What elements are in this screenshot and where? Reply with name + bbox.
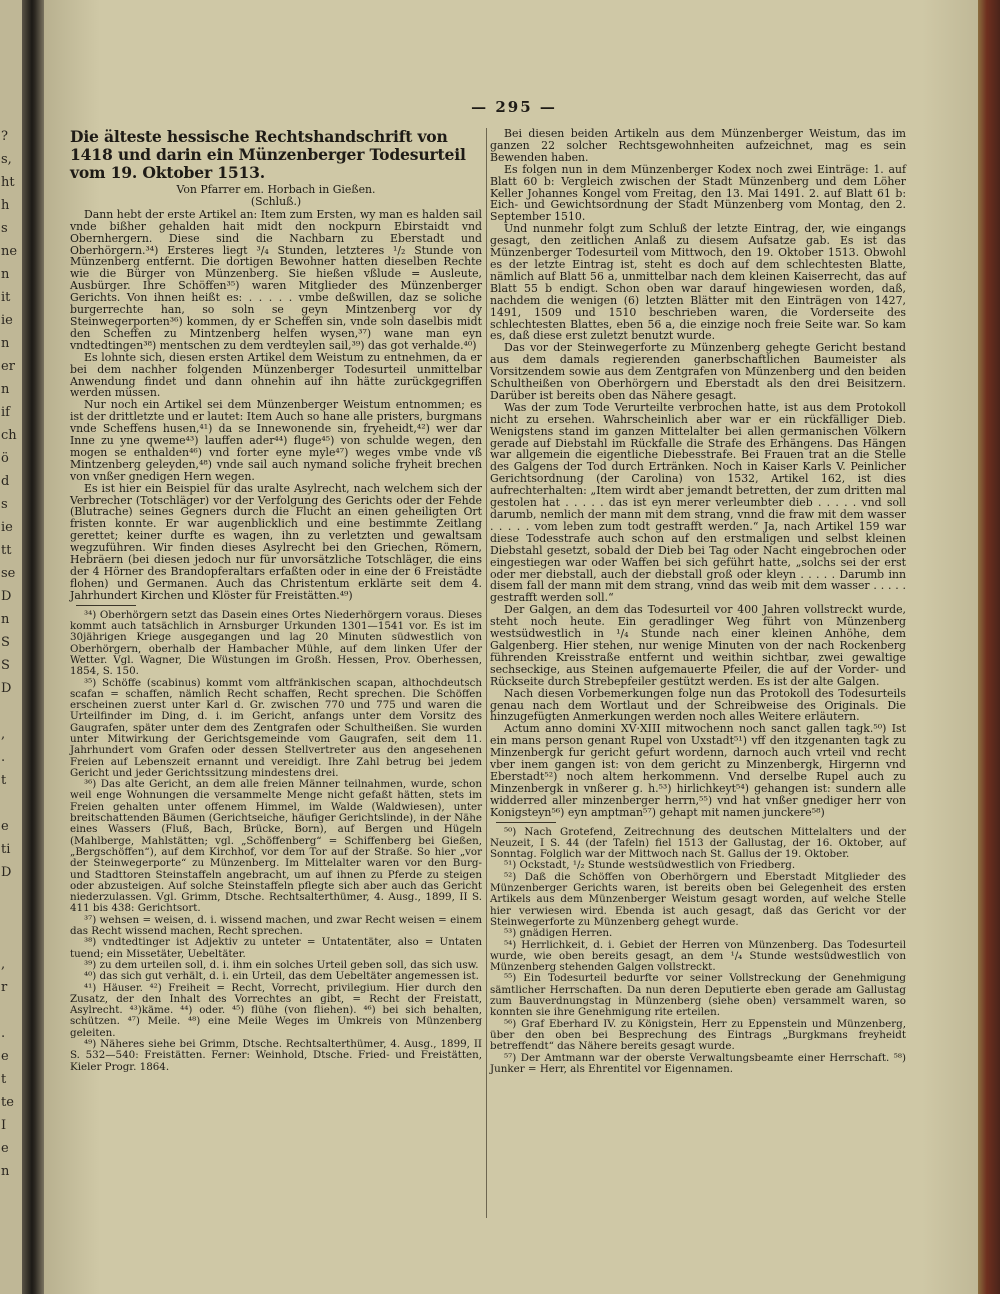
facing-page-fragment: D: [1, 681, 12, 696]
facing-page-fragment: ie: [1, 313, 13, 328]
right-column: [490, 128, 906, 1075]
facing-page-fragment: n: [1, 336, 10, 351]
paragraph: Das vor der Steinwegerforte zu Münzenberg gehegte Gericht bestand aus dem damals regierenden ganerbschaftlichen Baumeister als Vorsitzendem sowie aus dem Zentgrafen von Münzenberg und den beiden Schultheißen von Oberhörgern und Eberstadt als den drei Beisitzern. Darüber ist bereits oben das Nähere gesagt.: [490, 341, 906, 402]
paragraph: Bei diesen beiden Artikeln aus dem Münzenberger Weistum, das im ganzen 22 solcher Rechtsgewohnheiten aufzeichnet, mag es sein Bewenden haben.: [490, 127, 906, 164]
footnote-rule: [496, 822, 556, 823]
facing-page-fragment: ht: [1, 175, 15, 190]
paragraph: Was der zum Tode Verurteilte verbrochen hatte, ist aus dem Protokoll nicht zu ersehen. Wahrscheinlich aber war er ein rückfälliger Dieb. Wenigstens stand im ganzen Mittelalter bei allen germanischen Völkern gerade auf Diebstahl im Rückfalle die Strafe des Erhängens. Das Hängen war allgemein die eigentliche Diebesstrafe. Bei Frauen trat an die Stelle des Galgens der Tod durch Ertränken. Noch in Kaiser Karls V. Peinlicher Gerichtsordnung (der Carolina) von 1532, Artikel 162, ist dies aufrechterhalten: „Item wirdt aber jemandt betretten, der zum dritten mal gestolen hat . . . . . das ist eyn merer verleumbter dieb . . . . . vnd soll darumb, nemlich der mann mit dem strang, vnnd die fraw mit dem wasser . . . . . vom leben zum todt gestrafft werden.“ Ja, nach Artikel 159 war diese Todesstrafe auch schon auf den erstmaligen und selbst kleinen Diebstahl gesetzt, sobald der Dieb bei Tag oder Nacht eingebrochen oder eingestiegen war oder Waffen bei sich geführt hatte, „solchs sei der erst oder mer diebstall, auch der diebstall groß oder kleyn . . . . . Darumb inn disem fall der mann mit dem strang, vnnd das weib mit dem wasser . . . . . gestrafft werden soll.“: [490, 400, 906, 605]
facing-page-fragment: h: [1, 198, 10, 213]
column-rule: [486, 128, 487, 1218]
facing-page-fragment: e: [1, 819, 9, 834]
facing-page-fragment: D: [1, 865, 12, 880]
left-page-edge: [0, 0, 22, 1294]
facing-page-fragment: tt: [1, 543, 12, 558]
facing-page-fragment: s: [1, 497, 8, 512]
facing-page-fragment: ne: [1, 244, 18, 259]
page-number: — 295 —: [471, 98, 557, 116]
footnote-rule: [76, 605, 136, 606]
footnote: ³⁷) wehsen = weisen, d. i. wissend machen, und zwar Recht weisen = einem das Recht wissend machen, Recht sprechen.: [70, 913, 482, 938]
facing-page-fragment: ch: [1, 428, 17, 443]
facing-page-fragment: e: [1, 1141, 9, 1156]
footnote: ³⁸) vndtedtinger ist Adjektiv zu unteter = Untatentäter, also = Untaten tuend; ein Missetäter, Uebeltäter.: [70, 936, 482, 960]
facing-page-fragment: .: [1, 1026, 6, 1041]
facing-page-fragment: D: [1, 589, 12, 604]
facing-page-fragment: n: [1, 612, 10, 627]
footnote: ³⁹) zu dem urteilen soll, d. i. ihm ein solches Urteil geben soll, das sich usw.: [84, 958, 479, 971]
facing-page-fragment: te: [1, 1095, 14, 1110]
footnote: ⁴¹) Häuser. ⁴²) Freiheit = Recht, Vorrecht, privilegium. Hier durch den Zusatz, der den Inhalt des Vorrechtes an gibt, = Recht der Freistatt, Asylrecht. ⁴³)käme. ⁴⁴) oder. ⁴⁵) flühe (von fliehen). ⁴⁶) bei sich behalten, schützen. ⁴⁷) Meile. ⁴⁸) eine Meile Weges im Umkreis von Münzenberg geleiten.: [70, 981, 482, 1039]
paragraph: Der Galgen, an dem das Todesurteil vor 400 Jahren vollstreckt wurde, steht noch heute. Ein geradlinger Weg führt von Münzenberg westsüdwestlich in ¹/₄ Stunde nach einer kleinen Anhöhe, dem Galgenberg. Hier stehen, nur wenige Minuten von der nach Rockenberg führenden Kreisstraße entfernt und weithin sichtbar, zwei gewaltige sechseckige, aus Steinen aufgemauerte Pfeiler, die auf der Vorder- und Rückseite durch Strebepfeiler gestützt werden. Es ist der alte Galgen.: [490, 603, 906, 688]
book-gutter: [22, 0, 44, 1294]
facing-page-fragment: s,: [1, 152, 12, 167]
byline: Von Pfarrer em. Horbach in Gießen.: [176, 183, 376, 196]
facing-page-fragment: .: [1, 750, 6, 765]
footnote: ⁵⁷) Der Amtmann war der oberste Verwaltungsbeamte einer Herrschaft. ⁵⁸) Junker = Herr, als Ehrentitel vor Eigennamen.: [490, 1051, 906, 1075]
footnote: ⁵⁶) Graf Eberhard IV. zu Königstein, Herr zu Eppenstein und Münzenberg, über den oben bei Besprechung des Eintrags „Burgkmans freyheidt betreffendt“ das Nähere bereits gesagt wurde.: [490, 1017, 906, 1053]
footnote: ⁵¹) Ockstadt, ¹/₂ Stunde westsüdwestlich von Friedberg.: [504, 859, 796, 872]
paragraph: Dann hebt der erste Artikel an: Item zum Ersten, wy man es halden sail vnde bißher gehalden hait midt den nockpurn Ebirstaidt vnd Obernhergern. Diese sind die Nachbarn zu Eberstadt und Oberhörgern.³⁴) Ersteres liegt ³/₄ Stunden, letzteres ¹/₂ Stunde von Münzenberg entfernt. Die dortigen Bewohner hatten dieselben Rechte wie die Bürger von Münzenberg. Sie hießen vßlude = Ausleute, Ausbürger. Ihre Schöffen³⁵) waren Mitglieder des Münzenberger Gerichts. Von ihnen heißt es: . . . . . vmbe deßwillen, daz se soliche burgerrechte han, so soln se geyn Mintzenberg vor dy Steinwegerporten³⁶) kommen, dy er Scheffen sin, vnde soln daselbis midt den Scheffen zu Mintzenberg helfen wysen,³⁷) wane man eyn vndtedtingen³⁸) mentschen zu dem verdteylen sail,³⁹) das got verhalde.⁴⁰): [70, 207, 482, 352]
facing-page-fragment: e: [1, 1049, 9, 1064]
facing-page-fragment: ?: [1, 129, 8, 144]
facing-page-fragment: ti: [1, 842, 11, 857]
footnote: ³⁵) Schöffe (scabinus) kommt vom altfränkischen scapan, althochdeutsch scafan = schaffen, nämlich Recht schaffen, Recht sprechen. Die Schöffen erscheinen zuerst unter Karl d. Gr. zwischen 770 und 775 und waren die Urteilfinder im Ding, d. i. im Gericht, anfangs unter dem Vorsitz des Gaugrafen, später unter dem des Zentgrafen oder Schultheißen. Sie wurden unter Mitwirkung der Gerichtsgemeinde vom Gaugrafen, seit dem 11. Jahrhundert vom Grafen oder dessen Stellvertreter aus den angesehenen Freien auf Lebenszeit ernannt und vereidigt. Ihre Zahl betrug bei jedem Gericht und jeder Gerichtssitzung mindestens drei.: [70, 676, 482, 779]
facing-page-fragment: d: [1, 474, 10, 489]
facing-page-fragment: n: [1, 382, 10, 397]
facing-page-fragment: n: [1, 267, 10, 282]
footnote: ³⁴) Oberhörgern setzt das Dasein eines Ortes Niederhörgern voraus. Dieses kommt auch tatsächlich in Arnsburger Urkunden 1301—1541 vor. Es ist im 30jährigen Kriege ausgegangen und lag 20 Minuten südwestlich von Oberhörgern, oberhalb der Hambacher Mühle, auf dem linken Ufer der Wetter. Vgl. Wagner, Die Wüstungen im Großh. Hessen, Prov. Oberhessen, 1854, S. 150.: [70, 608, 482, 678]
footnote: ⁵⁰) Nach Grotefend, Zeitrechnung des deutschen Mittelalters und der Neuzeit, I S. 44 (der Tafeln) fiel 1513 der Gallustag, der 16. Oktober, auf Sonntag. Folglich war der Mittwoch nach St. Gallus der 19. Oktober.: [490, 825, 906, 861]
facing-page-fragment: ,: [1, 957, 6, 972]
facing-page-fragment: t: [1, 773, 7, 788]
paragraph: Und nunmehr folgt zum Schluß der letzte Eintrag, der, wie eingangs gesagt, den zeitlichen Anlaß zu diesem Aufsatze gab. Es ist das Münzenberger Todesurteil vom Mittwoch, den 19. Oktober 1513. Obwohl es der letzte Eintrag ist, steht es doch auf dem schlechtesten Blatte, nämlich auf Blatt 56 a, unmittelbar nach dem kleinen Kaiserrecht, das auf Blatt 55 b endigt. Schon oben war darauf hingewiesen worden, daß, nachdem die wenigen (6) letzten Blätter mit den Einträgen von 1427, 1491, 1509 und 1510 beschrieben waren, die Vorderseite des schlechtesten Blattes, eben 56 a, die einzige noch freie Seite war. So kam es, daß diese erst zuletzt benutzt wurde.: [490, 222, 906, 343]
article-title: Die älteste hessische Rechtshandschrift von 1418 und darin ein Münzenberger Todesurteil vom 19. Oktober 1513.: [70, 127, 466, 182]
left-column: [70, 128, 482, 1073]
facing-page-fragment: ie: [1, 520, 13, 535]
paragraph: Es lohnte sich, diesen ersten Artikel dem Weistum zu entnehmen, da er bei dem nachher folgenden Münzenberger Todesurteil unmittelbar Anwendung findet und dann ohnehin auf ihn hätte zurückgegriffen werden müssen.: [70, 350, 482, 400]
facing-page-fragment: r: [1, 980, 8, 995]
facing-page-fragment: I: [1, 1118, 7, 1133]
footnote: ³⁶) Das alte Gericht, an dem alle freien Männer teilnahmen, wurde, schon weil enge Wohnungen die versammelte Menge nicht gefaßt hätten, stets im Freien gehalten unter offenem Himmel, im Walde (Waldwiesen), unter breitschattenden Bäumen (Gerichtseiche, häufiger Gerichtslinde), in der Nähe eines Wassers (Fluß, Bach, Brücke, Born), auf Bergen und Hügeln (Mahlberge, Mahlstätten; vgl. „Schöffenberg“ = Schiffenberg bei Gießen, „Bergschöffen“), auf dem Kirchhof, vor dem Tor auf der Straße. So hier „vor der Steinwegerporte“ zu Münzenberg. Im Mittelalter waren vor den Burg- und Stadttoren Steinstaffeln angebracht, um auf ihnen zu Pferde zu steigen oder abzusteigen. Auf solche Steinstaffeln pflegte sich aber auch das Gericht niederzulassen. Vgl. Grimm, Dtsche. Rechtsalterthümer, 4. Ausg., 1899, II S. 411 bis 438: Gerichtsort.: [70, 778, 482, 915]
facing-page-fragment: if: [1, 405, 10, 420]
facing-page-fragment: se: [1, 566, 16, 581]
footnote: ⁴⁰) das sich gut verhält, d. i. ein Urteil, das dem Uebeltäter angemessen ist.: [84, 970, 479, 983]
facing-page-fragment: t: [1, 1072, 7, 1087]
paragraph: Es folgen nun in dem Münzenberger Kodex noch zwei Einträge: 1. auf Blatt 60 b: Vergleich zwischen der Stadt Münzenberg und dem Löher Keller Johannes Kongel vom Freitag, den 13. Mai 1491. 2. auf Blatt 61 b: Eich- und Gewichtsordnung der Stadt Münzenberg vom Montag, den 2. September 1510.: [490, 162, 906, 224]
paragraph: Es ist hier ein Beispiel für das uralte Asylrecht, nach welchem sich der Verbrecher (Totschläger) vor der Verfolgung des Gerichts oder der Fehde (Blutrache) seines Gegners durch die Flucht an einen geheiligten Ort fristen konnte. Er war augenblicklich und eine bestimmte Zeitlang gerettet; keiner durfte es wagen, ihn zu verletzten und gewaltsam wegzuführen. Wir finden dieses Asylrecht bei den Griechen, Römern, Hebräern (bei diesen jedoch nur für unvorsätzliche Totschläger, die eins der 4 Hörner des Brandopferaltars erfaßten oder in eine der 6 Freistädte flohen) und Germanen. Auch das Christentum erklärte seit dem 4. Jahrhundert Kirchen und Klöster für Freistätten.⁴⁹): [70, 481, 482, 602]
facing-page-fragment: S: [1, 658, 10, 673]
facing-page-fragment: er: [1, 359, 15, 374]
facing-page-fragment: ö: [1, 451, 9, 466]
footnote: ⁵²) Daß die Schöffen von Oberhörgern und Eberstadt Mitglieder des Münzenberger Gerichts waren, ist bereits oben bei Gelegenheit des ersten Artikels aus dem Münzenberger Weistum gesagt worden, auf welche Stelle hier verwiesen wird. Ebenda ist auch gesagt, daß das Gericht vor der Steinwegerforte zu Münzenberg gehegt wurde.: [490, 870, 906, 928]
paragraph: Actum anno domini XV·XIII mitwochenn noch sanct gallen tagk.⁵⁰) Ist ein mans person genant Rupel von Uxstadt⁵¹) vff den itzgenanten tagk zu Minzenbergk fur gericht gefurt wordenn, darnoch auch vrteil vnd recht vber inem gangen ist: von dem gericht zu Minzenbergk, Hirgernn vnd Eberstadt⁵²) noch altem herkommenn. Vnd derselbe Rupel auch zu Minzenbergk in vnßerer g. h.⁵³) hirlichkeyt⁵⁴) gehangen ist: sundern alle widderred aller minzenberger herrn,⁵⁵) vnd hat vnßer gnediger herr von Konigsteyn⁵⁶) eyn amptman⁵⁷) gehapt mit namen junckere⁵⁸): [490, 722, 906, 819]
subhead: (Schluß.): [250, 194, 302, 208]
footnote: ⁵⁵) Ein Todesurteil bedurfte vor seiner Vollstreckung der Genehmigung sämtlicher Herrschaften. Da nun deren Deputierte eben gerade am Gallustag zum Bauverdnungstag in Münzenberg (siehe oben) versammelt waren, so konnten sie ihre Genehmigung rite erteilen.: [490, 972, 906, 1019]
facing-page-fragment: it: [1, 290, 11, 305]
facing-page-fragment: s: [1, 221, 8, 236]
paragraph: Nach diesen Vorbemerkungen folge nun das Protokoll des Todesurteils genau nach dem Wortlaut und der Schreibweise des Originals. Die hinzugefügten Anmerkungen werden noch alles Weitere erläutern.: [490, 686, 906, 724]
paragraph: Nur noch ein Artikel sei dem Münzenberger Weistum entnommen; es ist der drittletzte und er lautet: Item Auch so hane alle pristers, burgmans vnde Scheffens husen,⁴¹) da se Innewonende sin, fryeheidt,⁴²) wer dar Inne zu yne qweme⁴³) lauffen ader⁴⁴) fluge⁴⁵) von schulde wegen, den mogen se enthalden⁴⁶) vnd forter eyne myle⁴⁷) weges vmbe vnde vß Mintzenberg geleyden,⁴⁸) vnde sail auch nymand soliche fryheit brechen von vnßer gnedigen Hern wegen.: [70, 398, 482, 483]
footnote: ⁴⁹) Näheres siehe bei Grimm, Dtsche. Rechtsalterthümer, 4. Ausg., 1899, II S. 532—540: Freistätten. Ferner: Weinhold, Dtsche. Fried- und Freistätten, Kieler Progr. 1864.: [70, 1038, 482, 1073]
facing-page-fragment: S: [1, 635, 10, 650]
book-cover-edge: [978, 0, 1000, 1294]
footnote: ⁵³) gnädigen Herren.: [504, 927, 613, 940]
footnote: ⁵⁴) Herrlichkeit, d. i. Gebiet der Herren von Münzenberg. Das Todesurteil wurde, wie oben bereits gesagt, an dem ¹/₄ Stunde westsüdwestlich von Münzenberg stehenden Galgen vollstreckt.: [490, 938, 906, 974]
facing-page-fragment: n: [1, 1164, 10, 1179]
facing-page-fragment: ,: [1, 727, 6, 742]
